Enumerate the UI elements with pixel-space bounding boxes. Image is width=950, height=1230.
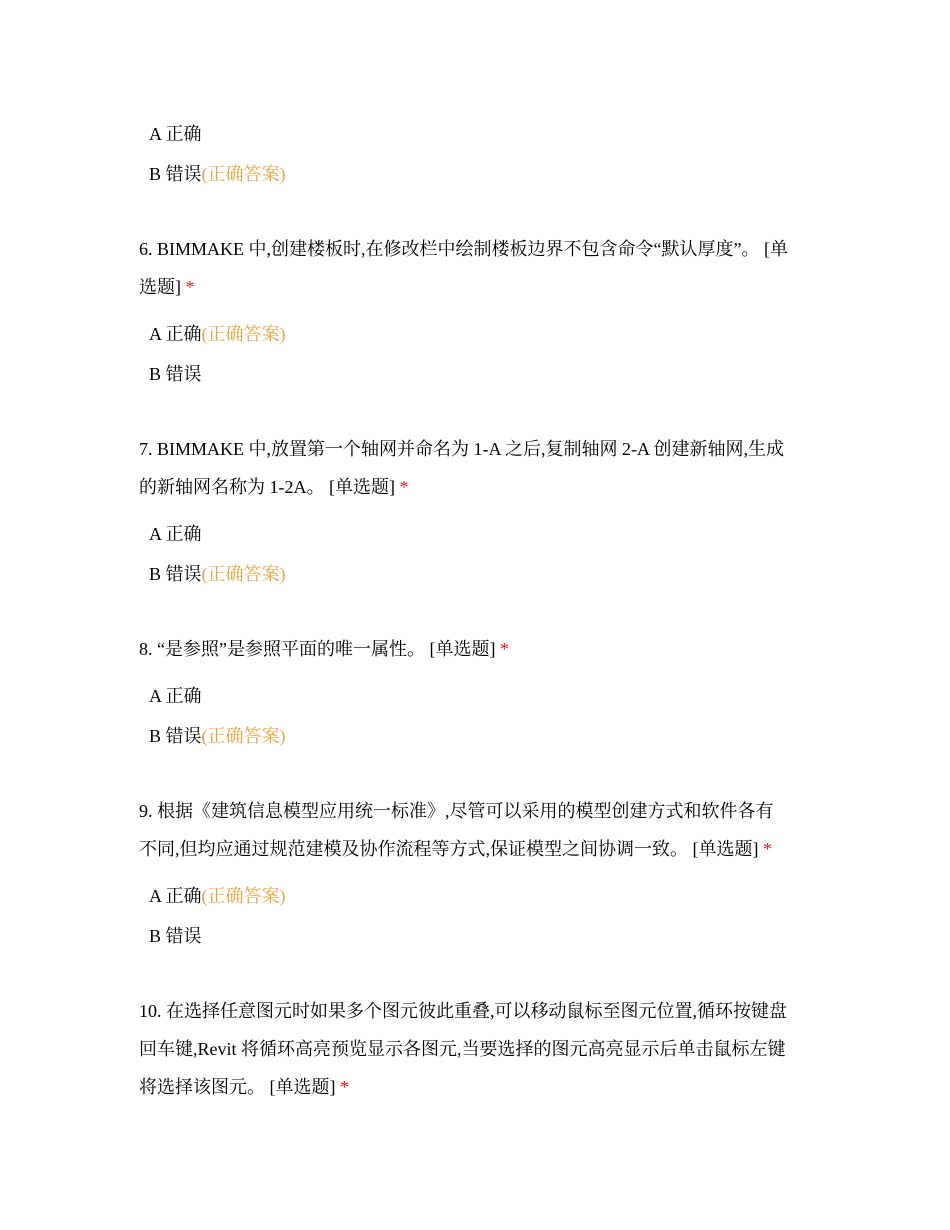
question-text: 6. BIMMAKE 中,创建楼板时,在修改栏中绘制楼板边界不包含命令“默认厚度”。 [单 [139,239,788,259]
option-label: B 错误 [149,164,202,184]
q9-option-b[interactable] [149,924,202,948]
q8-option-b[interactable] [149,724,286,748]
required-mark: * [185,277,195,297]
required-mark: * [763,839,772,859]
q7-option-b[interactable] [149,562,286,586]
question-text: 7. BIMMAKE 中,放置第一个轴网并命名为 1-A 之后,复制轴网 2-A 创建新轴网,生成 [139,439,785,459]
option-label: A 正确 [149,886,202,906]
question-text-cont: 回车键,Revit 将循环高亮预览显示各图元,当要选择的图元高亮显示后单击鼠标左键 [139,1039,786,1059]
correct-answer-mark: (正确答案) [201,726,286,746]
correct-answer-mark: (正确答案) [201,564,286,584]
option-label: B 错误 [149,564,202,584]
q5-option-b[interactable] [149,162,286,186]
q7-option-a[interactable] [149,522,202,546]
correct-answer-mark: (正确答案) [201,164,286,184]
question-8 [139,630,819,668]
q6-option-b[interactable] [149,362,202,386]
question-text-cont: 的新轴网名称为 1-2A。 [单选题] * [139,477,409,497]
option-label: A 正确 [149,324,202,344]
question-9 [139,792,819,868]
question-6 [139,230,819,306]
correct-answer-mark: (正确答案) [201,886,286,906]
required-mark: * [399,477,409,497]
question-text: 10. 在选择任意图元时如果多个图元彼此重叠,可以移动鼠标至图元位置,循环按键盘 [139,1001,787,1021]
option-label: B 错误 [149,926,202,946]
question-text: 9. 根据《建筑信息模型应用统一标准》,尽管可以采用的模型创建方式和软件各有 [139,801,774,821]
q6-option-a[interactable] [149,322,286,346]
option-label: A 正确 [149,524,202,544]
q5-option-a[interactable] [149,122,202,146]
q8-option-a[interactable] [149,684,202,708]
question-10 [139,992,819,1106]
question-text-cont: 选题] * [139,277,195,297]
option-label: A 正确 [149,686,202,706]
question-7 [139,430,819,506]
required-mark: * [499,639,509,659]
question-text-cont: 将选择该图元。 [单选题] * [139,1077,349,1097]
option-label: B 错误 [149,726,202,746]
required-mark: * [340,1077,349,1097]
option-label: A 正确 [149,124,202,144]
option-label: B 错误 [149,364,202,384]
question-text: 8. “是参照”是参照平面的唯一属性。 [单选题] * [139,639,509,659]
question-text-cont: 不同,但均应通过规范建模及协作流程等方式,保证模型之间协调一致。 [单选题] * [139,839,772,859]
q9-option-a[interactable] [149,884,286,908]
correct-answer-mark: (正确答案) [201,324,286,344]
